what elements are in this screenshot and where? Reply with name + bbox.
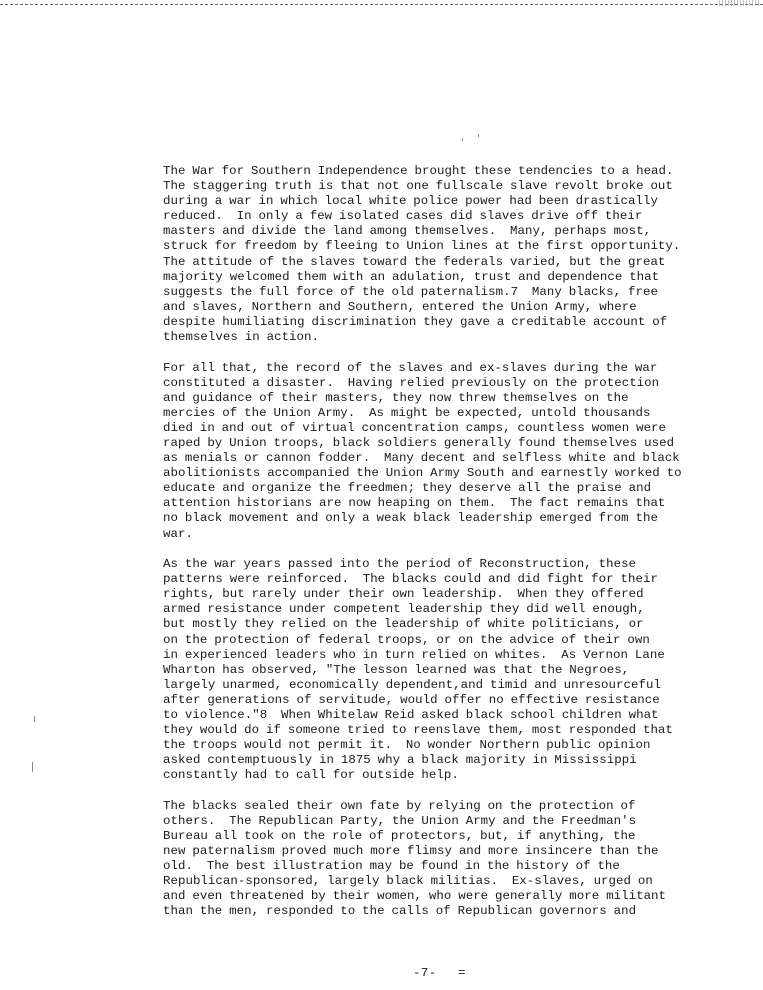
text-line: For all that, the record of the slaves and ex-slaves during the war bbox=[163, 360, 658, 375]
text-line: themselves in action. bbox=[163, 330, 319, 345]
text-line: The staggering truth is that not one fullscale slave revolt broke out bbox=[163, 179, 673, 194]
text-line: Republican-sponsored, largely black militias. Ex-slaves, urged on bbox=[163, 874, 653, 889]
text-line: despite humiliating discrimination they gave a creditable account of bbox=[163, 314, 668, 329]
text-line: they would do if someone tried to reenslave them, most responded that bbox=[163, 723, 673, 738]
paragraph bbox=[163, 799, 703, 920]
text-line: as menials or cannon fodder. Many decent and selfless white and black bbox=[163, 451, 680, 466]
text-line: educate and organize the freedmen; they deserve all the praise and bbox=[163, 481, 652, 496]
text-line: no black movement and only a weak black leadership emerged from the bbox=[163, 511, 658, 526]
paragraph bbox=[163, 557, 703, 783]
text-line: Wharton has observed, "The lesson learned was that the Negroes, bbox=[163, 662, 630, 677]
text-line: and slaves, Northern and Southern, entered the Union Army, where bbox=[163, 299, 637, 314]
text-line: reduced. In only a few isolated cases did slaves drive off their bbox=[163, 209, 643, 224]
scan-top-rule bbox=[0, 4, 763, 5]
text-line: masters and divide the land among themselves. Many, perhaps most, bbox=[163, 224, 652, 239]
text-line: suggests the full force of the old paternalism.7 Many blacks, free bbox=[163, 284, 658, 299]
text-line: in experienced leaders who in turn relied on whites. As Vernon Lane bbox=[163, 647, 665, 662]
text-line: struck for freedom by fleeing to Union lines at the first opportunity. bbox=[163, 239, 681, 254]
scan-speck bbox=[462, 138, 463, 141]
text-line: The attitude of the slaves toward the federals varied, but the great bbox=[163, 254, 666, 269]
text-line: Bureau all took on the role of protectors, but, if anything, the bbox=[163, 829, 636, 844]
text-line: on the protection of federal troops, or on the advice of their own bbox=[163, 632, 650, 647]
text-line: majority welcomed them with an adulation, trust and dependence that bbox=[163, 269, 660, 284]
text-line: rights, but rarely under their own leadership. When they offered bbox=[163, 587, 644, 602]
text-line: after generations of servitude, would offer no effective resistance bbox=[163, 692, 660, 707]
text-line: The War for Southern Independence brought these tendencies to a head. bbox=[163, 164, 674, 178]
paragraph bbox=[163, 361, 703, 542]
text-line: others. The Republican Party, the Union Army and the Freedman's bbox=[163, 813, 637, 828]
text-line: largely unarmed, economically dependent,and timid and unresourceful bbox=[163, 677, 661, 692]
text-line: than the men, responded to the calls of Republican governors and bbox=[163, 904, 637, 919]
text-line: constituted a disaster. Having relied previously on the protection bbox=[163, 375, 660, 390]
scan-edge-artifact bbox=[719, 0, 759, 6]
text-line: but mostly they relied on the leadership of white politicians, or bbox=[163, 617, 644, 632]
text-line: the troops would not permit it. No wonder Northern public opinion bbox=[163, 738, 651, 753]
scan-speck bbox=[32, 762, 33, 772]
scan-speck bbox=[34, 716, 35, 722]
text-line: attention historians are now heaping on them. The fact remains that bbox=[163, 496, 666, 511]
text-line: during a war in which local white police power had been drastically bbox=[163, 194, 658, 209]
paragraph bbox=[163, 164, 703, 345]
text-line: armed resistance under competent leadership they did well enough, bbox=[163, 602, 645, 617]
document-body bbox=[163, 164, 703, 920]
text-line: As the war years passed into the period of Reconstruction, these bbox=[163, 557, 637, 572]
text-line: constantly had to call for outside help. bbox=[163, 768, 459, 783]
text-line: war. bbox=[163, 526, 193, 541]
page-number: -7- bbox=[413, 966, 437, 980]
page-mark: = bbox=[458, 966, 466, 980]
scan-speck bbox=[478, 134, 479, 137]
text-line: new paternalism proved much more flimsy and more insincere than the bbox=[163, 844, 659, 859]
text-line: and guidance of their masters, they now threw themselves on the bbox=[163, 390, 629, 405]
text-line: asked contemptuously in 1875 why a black majority in Mississippi bbox=[163, 753, 637, 768]
text-line: abolitionists accompanied the Union Army South and earnestly worked to bbox=[163, 466, 682, 481]
text-line: The blacks sealed their own fate by relying on the protection of bbox=[163, 798, 636, 813]
text-line: patterns were reinforced. The blacks could and did fight for their bbox=[163, 572, 658, 587]
text-line: to violence."8 When Whitelaw Reid asked black school children what bbox=[163, 707, 659, 722]
text-line: old. The best illustration may be found in the history of the bbox=[163, 859, 620, 874]
text-line: raped by Union troops, black soldiers generally found themselves used bbox=[163, 435, 675, 450]
text-line: died in and out of virtual concentration camps, countless women were bbox=[163, 420, 667, 435]
text-line: and even threatened by their women, who were generally more militant bbox=[163, 889, 667, 904]
text-line: mercies of the Union Army. As might be expected, untold thousands bbox=[163, 405, 651, 420]
